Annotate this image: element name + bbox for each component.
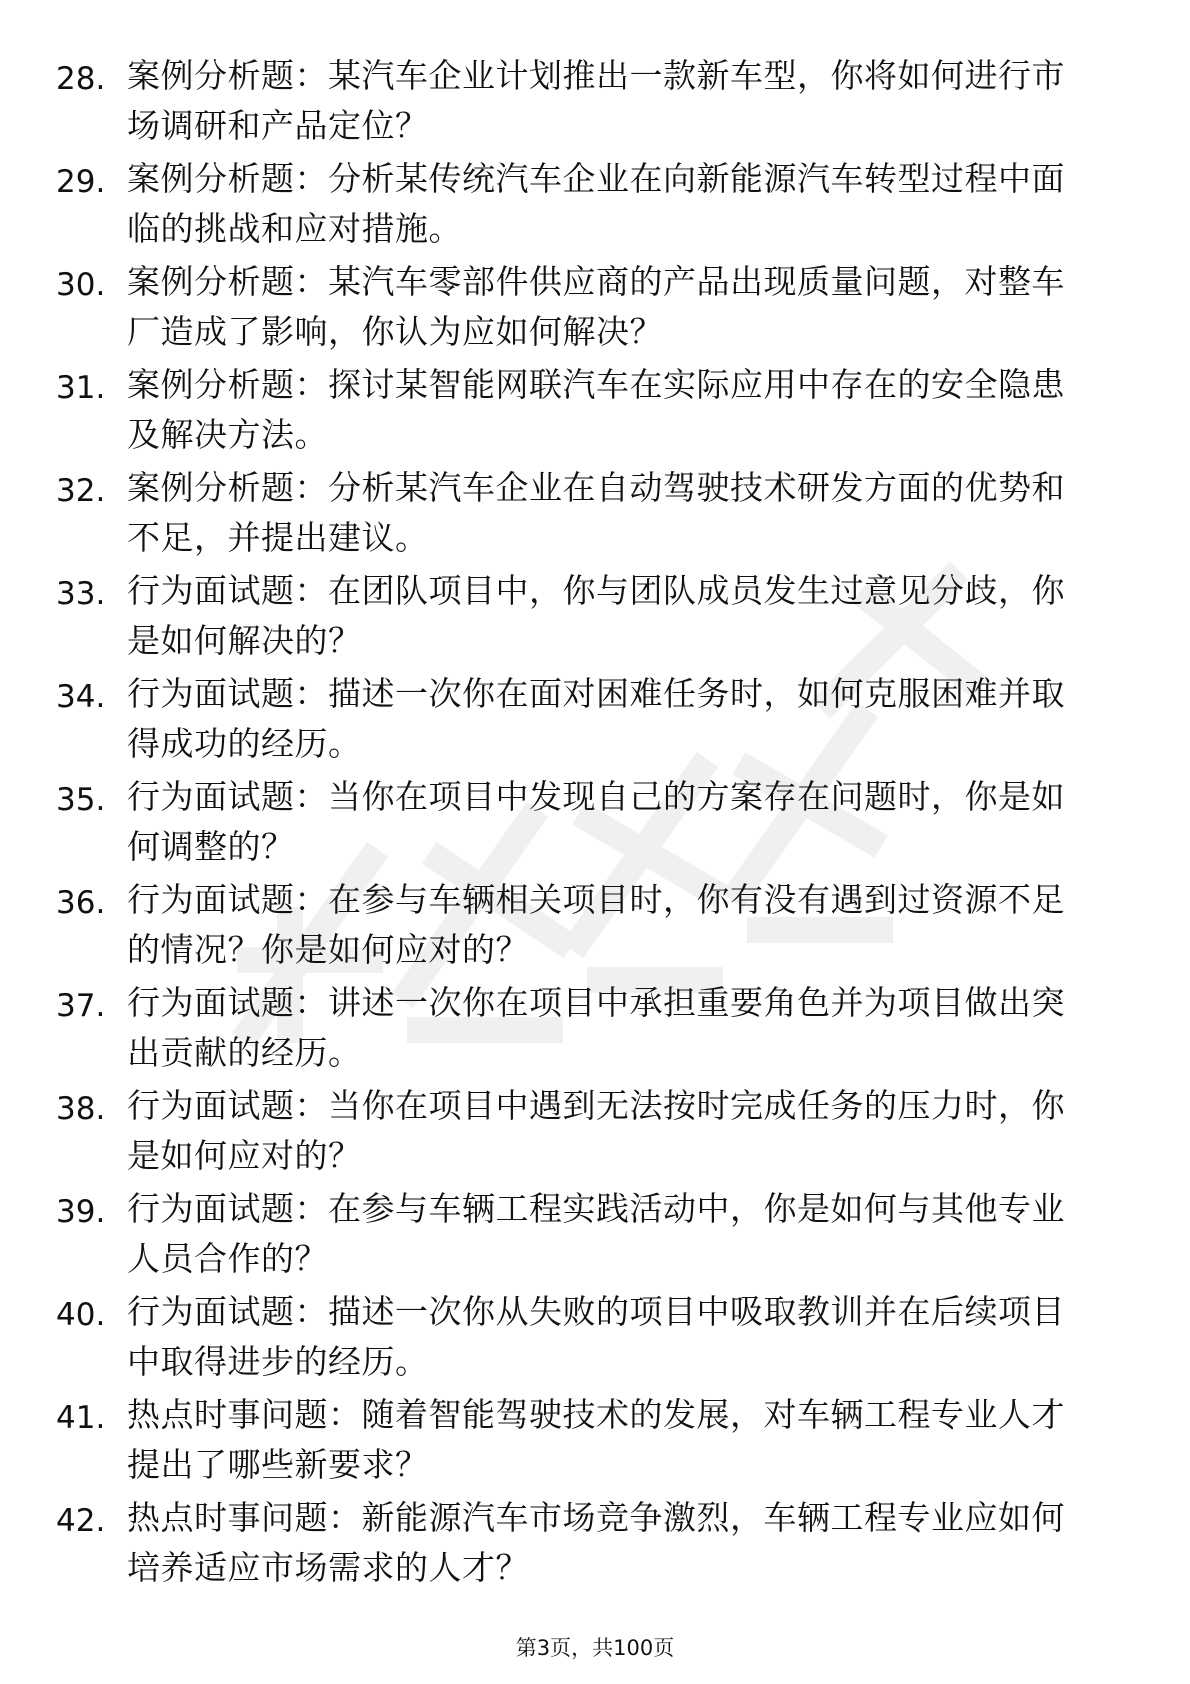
question-line: 案例分析题：探讨某智能网联汽车在实际应用中存在的安全隐患 bbox=[127, 365, 1065, 404]
page-footer: 第3页，共100页 bbox=[515, 1636, 675, 1660]
question-number: 39. bbox=[56, 1194, 106, 1230]
question-line: 提出了哪些新要求？ bbox=[127, 1445, 429, 1484]
question-text bbox=[127, 1287, 1127, 1387]
question-line: 的情况？你是如何应对的？ bbox=[127, 930, 529, 969]
question-number: 42. bbox=[56, 1503, 106, 1539]
question-line: 案例分析题：分析某传统汽车企业在向新能源汽车转型过程中面 bbox=[127, 159, 1065, 198]
question-number: 36. bbox=[56, 885, 106, 921]
question-line: 案例分析题：某汽车企业计划推出一款新车型，你将如何进行市 bbox=[127, 56, 1065, 95]
question-number: 33. bbox=[56, 576, 106, 612]
question-line: 行为面试题：在参与车辆相关项目时，你有没有遇到过资源不足 bbox=[127, 880, 1065, 919]
question-text bbox=[127, 1184, 1127, 1284]
question-item bbox=[0, 973, 1190, 1076]
question-text bbox=[127, 360, 1127, 460]
question-item bbox=[0, 355, 1190, 458]
question-item bbox=[0, 1179, 1190, 1282]
question-number: 34. bbox=[56, 679, 106, 715]
question-item bbox=[0, 1076, 1190, 1179]
question-item bbox=[0, 1282, 1190, 1385]
question-line: 及解决方法。 bbox=[127, 415, 328, 454]
question-line: 得成功的经历。 bbox=[127, 724, 362, 763]
question-text bbox=[127, 1493, 1127, 1593]
question-line: 不足，并提出建议。 bbox=[127, 518, 429, 557]
question-line: 行为面试题：在团队项目中，你与团队成员发生过意见分歧，你 bbox=[127, 571, 1065, 610]
question-text bbox=[127, 257, 1127, 357]
question-line: 行为面试题：描述一次你在面对困难任务时，如何克服困难并取 bbox=[127, 674, 1065, 713]
question-item bbox=[0, 561, 1190, 664]
question-line: 热点时事问题：随着智能驾驶技术的发展，对车辆工程专业人才 bbox=[127, 1395, 1065, 1434]
question-item bbox=[0, 1488, 1190, 1591]
question-text bbox=[127, 875, 1127, 975]
question-line: 临的挑战和应对措施。 bbox=[127, 209, 462, 248]
question-line: 案例分析题：分析某汽车企业在自动驾驶技术研发方面的优势和 bbox=[127, 468, 1065, 507]
question-number: 31. bbox=[56, 370, 106, 406]
question-line: 行为面试题：当你在项目中发现自己的方案存在问题时，你是如 bbox=[127, 777, 1065, 816]
question-number: 40. bbox=[56, 1297, 106, 1333]
question-line: 案例分析题：某汽车零部件供应商的产品出现质量问题，对整车 bbox=[127, 262, 1065, 301]
question-line: 厂造成了影响，你认为应如何解决？ bbox=[127, 312, 663, 351]
question-line: 出贡献的经历。 bbox=[127, 1033, 362, 1072]
question-item bbox=[0, 458, 1190, 561]
question-item bbox=[0, 870, 1190, 973]
question-text bbox=[127, 669, 1127, 769]
question-text bbox=[127, 978, 1127, 1078]
question-text bbox=[127, 1390, 1127, 1490]
question-item bbox=[0, 149, 1190, 252]
question-number: 35. bbox=[56, 782, 106, 818]
question-line: 行为面试题：在参与车辆工程实践活动中，你是如何与其他专业 bbox=[127, 1189, 1065, 1228]
question-line: 行为面试题：描述一次你从失败的项目中吸取教训并在后续项目 bbox=[127, 1292, 1065, 1331]
question-line: 是如何应对的？ bbox=[127, 1136, 362, 1175]
question-text bbox=[127, 51, 1127, 151]
question-number: 28. bbox=[56, 61, 106, 97]
question-item bbox=[0, 252, 1190, 355]
question-line: 行为面试题：讲述一次你在项目中承担重要角色并为项目做出突 bbox=[127, 983, 1065, 1022]
question-line: 培养适应市场需求的人才？ bbox=[127, 1548, 529, 1587]
question-line: 热点时事问题：新能源汽车市场竞争激烈，车辆工程专业应如何 bbox=[127, 1498, 1065, 1537]
question-text bbox=[127, 154, 1127, 254]
question-item bbox=[0, 664, 1190, 767]
question-number: 30. bbox=[56, 267, 106, 303]
question-line: 何调整的？ bbox=[127, 827, 295, 866]
question-line: 行为面试题：当你在项目中遇到无法按时完成任务的压力时，你 bbox=[127, 1086, 1065, 1125]
question-text bbox=[127, 566, 1127, 666]
question-number: 41. bbox=[56, 1400, 106, 1436]
question-list bbox=[0, 46, 1190, 1591]
question-text bbox=[127, 772, 1127, 872]
question-item bbox=[0, 1385, 1190, 1488]
question-number: 32. bbox=[56, 473, 106, 509]
question-line: 中取得进步的经历。 bbox=[127, 1342, 429, 1381]
question-number: 37. bbox=[56, 988, 106, 1024]
question-text bbox=[127, 1081, 1127, 1181]
question-line: 场调研和产品定位？ bbox=[127, 106, 429, 145]
question-text bbox=[127, 463, 1127, 563]
question-number: 38. bbox=[56, 1091, 106, 1127]
question-line: 是如何解决的？ bbox=[127, 621, 362, 660]
question-item bbox=[0, 767, 1190, 870]
question-line: 人员合作的？ bbox=[127, 1239, 328, 1278]
question-item bbox=[0, 46, 1190, 149]
question-number: 29. bbox=[56, 164, 106, 200]
